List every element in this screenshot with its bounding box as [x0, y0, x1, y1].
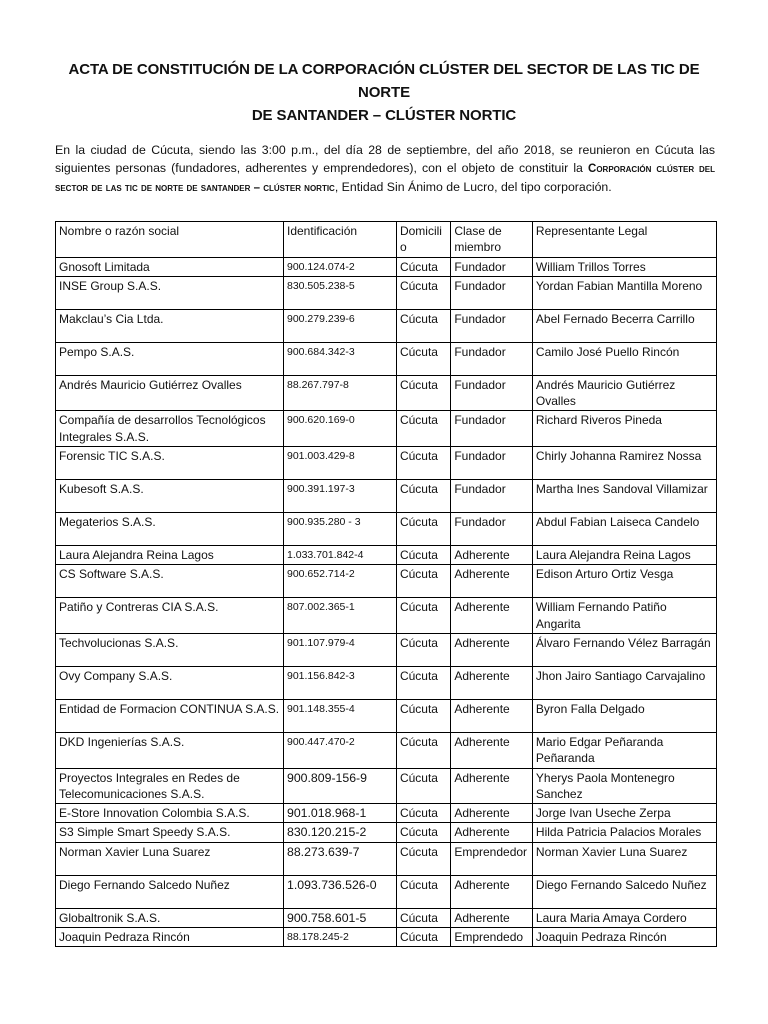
- table-row: [56, 565, 717, 598]
- header-member-class: Clase de miembro: [451, 222, 533, 258]
- member-class-cell: Adherente: [451, 666, 533, 699]
- table-row: [56, 633, 717, 666]
- identification-cell: 901.148.355-4: [284, 699, 397, 732]
- domicile-cell: Cúcuta: [396, 804, 450, 823]
- member-class-cell: Adherente: [451, 768, 533, 804]
- legal-representative-cell: Jorge Ivan Useche Zerpa: [532, 804, 716, 823]
- domicile-cell: Cúcuta: [396, 666, 450, 699]
- legal-representative-cell: Yherys Paola Montenegro Sanchez: [532, 768, 716, 804]
- member-name-cell: Forensic TIC S.A.S.: [56, 447, 284, 480]
- domicile-cell: Cúcuta: [396, 447, 450, 480]
- member-name-cell: Joaquin Pedraza Rincón: [56, 928, 284, 947]
- legal-representative-cell: Camilo José Puello Rincón: [532, 342, 716, 375]
- table-header-row: [56, 222, 717, 258]
- domicile-cell: Cúcuta: [396, 342, 450, 375]
- title-line-1: ACTA DE CONSTITUCIÓN DE LA CORPORACIÓN CLÚSTER DEL SECTOR DE LAS TIC DE NORTE: [68, 61, 700, 101]
- table-row: [56, 768, 717, 804]
- table-row: [56, 842, 717, 875]
- member-name-cell: Pempo S.A.S.: [56, 342, 284, 375]
- table-body: [56, 257, 717, 947]
- identification-cell: 900.279.239-6: [284, 309, 397, 342]
- member-name-cell: Kubesoft S.A.S.: [56, 480, 284, 513]
- member-class-cell: Adherente: [451, 875, 533, 908]
- identification-cell: 900.447.470-2: [284, 732, 397, 768]
- legal-representative-cell: Richard Riveros Pineda: [532, 411, 716, 447]
- domicile-cell: Cúcuta: [396, 309, 450, 342]
- member-class-cell: Emprendedor: [451, 842, 533, 875]
- domicile-cell: Cúcuta: [396, 732, 450, 768]
- domicile-cell: Cúcuta: [396, 411, 450, 447]
- member-name-cell: Makclau’s Cia Ltda.: [56, 309, 284, 342]
- member-name-cell: Techvolucionas S.A.S.: [56, 633, 284, 666]
- member-class-cell: Fundador: [451, 342, 533, 375]
- legal-representative-cell: William Fernando Patiño Angarita: [532, 598, 716, 634]
- member-name-cell: Megaterios S.A.S.: [56, 513, 284, 546]
- intro-tail: , Entidad Sin Ánimo de Lucro, del tipo corporación.: [334, 180, 612, 194]
- document-title: [50, 58, 718, 127]
- member-name-cell: E-Store Innovation Colombia S.A.S.: [56, 804, 284, 823]
- table-row: [56, 513, 717, 546]
- member-class-cell: Adherente: [451, 565, 533, 598]
- legal-representative-cell: Diego Fernando Salcedo Nuñez: [532, 875, 716, 908]
- table-row: [56, 276, 717, 309]
- member-name-cell: Patiño y Contreras CIA S.A.S.: [56, 598, 284, 634]
- legal-representative-cell: Abel Fernado Becerra Carrillo: [532, 309, 716, 342]
- member-name-cell: Diego Fernando Salcedo Nuñez: [56, 875, 284, 908]
- domicile-cell: Cúcuta: [396, 276, 450, 309]
- identification-cell: 1.033.701.842-4: [284, 546, 397, 565]
- identification-cell: 901.156.842-3: [284, 666, 397, 699]
- table-row: [56, 875, 717, 908]
- member-name-cell: CS Software S.A.S.: [56, 565, 284, 598]
- identification-cell: 807.002.365-1: [284, 598, 397, 634]
- member-class-cell: Fundador: [451, 411, 533, 447]
- domicile-cell: Cúcuta: [396, 928, 450, 947]
- member-class-cell: Fundador: [451, 513, 533, 546]
- domicile-cell: Cúcuta: [396, 513, 450, 546]
- domicile-cell: Cúcuta: [396, 699, 450, 732]
- member-name-cell: Ovy Company S.A.S.: [56, 666, 284, 699]
- legal-representative-cell: Chirly Johanna Ramirez Nossa: [532, 447, 716, 480]
- identification-cell: 1.093.736.526-0: [284, 875, 397, 908]
- header-domicile: Domicilio: [396, 222, 450, 258]
- table-row: [56, 309, 717, 342]
- member-class-cell: Adherente: [451, 598, 533, 634]
- table-row: [56, 342, 717, 375]
- table-row: [56, 480, 717, 513]
- member-class-cell: Adherente: [451, 823, 533, 842]
- table-row: [56, 823, 717, 842]
- identification-cell: 900.684.342-3: [284, 342, 397, 375]
- identification-cell: 830.505.238-5: [284, 276, 397, 309]
- member-class-cell: Adherente: [451, 804, 533, 823]
- members-table: [55, 221, 717, 947]
- member-class-cell: Fundador: [451, 257, 533, 276]
- member-class-cell: Fundador: [451, 309, 533, 342]
- identification-cell: 901.107.979-4: [284, 633, 397, 666]
- table-row: [56, 598, 717, 634]
- member-name-cell: INSE Group S.A.S.: [56, 276, 284, 309]
- legal-representative-cell: Mario Edgar Peñaranda Peñaranda: [532, 732, 716, 768]
- identification-cell: 900.620.169-0: [284, 411, 397, 447]
- table-row: [56, 928, 717, 947]
- member-name-cell: Globaltronik S.A.S.: [56, 908, 284, 927]
- table-row: [56, 908, 717, 927]
- identification-cell: 88.267.797-8: [284, 375, 397, 411]
- intro-text: En la ciudad de Cúcuta, siendo las 3:00 p.m., del día 28 de septiembre, del año 2018, se reunieron en Cúcuta las siguientes personas (fundadores, adherentes y emprendedores), con el objeto de constituir la: [55, 143, 715, 175]
- legal-representative-cell: Álvaro Fernando Vélez Barragán: [532, 633, 716, 666]
- identification-cell: 830.120.215-2: [284, 823, 397, 842]
- identification-cell: 900.124.074-2: [284, 257, 397, 276]
- identification-cell: 900.758.601-5: [284, 908, 397, 927]
- identification-cell: 88.178.245-2: [284, 928, 397, 947]
- member-name-cell: Andrés Mauricio Gutiérrez Ovalles: [56, 375, 284, 411]
- member-name-cell: Laura Alejandra Reina Lagos: [56, 546, 284, 565]
- legal-representative-cell: Martha Ines Sandoval Villamizar: [532, 480, 716, 513]
- member-class-cell: Adherente: [451, 633, 533, 666]
- intro-paragraph: [55, 141, 715, 197]
- legal-representative-cell: Laura Maria Amaya Cordero: [532, 908, 716, 927]
- domicile-cell: Cúcuta: [396, 480, 450, 513]
- table-row: [56, 447, 717, 480]
- table-row: [56, 375, 717, 411]
- member-name-cell: DKD Ingenierías S.A.S.: [56, 732, 284, 768]
- legal-representative-cell: William Trillos Torres: [532, 257, 716, 276]
- member-name-cell: S3 Simple Smart Speedy S.A.S.: [56, 823, 284, 842]
- header-legal-representative: Representante Legal: [532, 222, 716, 258]
- table-row: [56, 666, 717, 699]
- member-name-cell: Norman Xavier Luna Suarez: [56, 842, 284, 875]
- member-class-cell: Adherente: [451, 732, 533, 768]
- intro-organization-name: Corporación clúster del sector de las tic de norte de santander – clúster nortic: [55, 163, 715, 194]
- member-name-cell: Proyectos Integrales en Redes de Telecomunicaciones S.A.S.: [56, 768, 284, 804]
- member-class-cell: Fundador: [451, 480, 533, 513]
- table-row: [56, 804, 717, 823]
- domicile-cell: Cúcuta: [396, 257, 450, 276]
- table-row: [56, 546, 717, 565]
- member-name-cell: Gnosoft Limitada: [56, 257, 284, 276]
- domicile-cell: Cúcuta: [396, 768, 450, 804]
- identification-cell: 901.018.968-1: [284, 804, 397, 823]
- table-row: [56, 411, 717, 447]
- legal-representative-cell: Byron Falla Delgado: [532, 699, 716, 732]
- member-name-cell: Compañía de desarrollos Tecnológicos Integrales S.A.S.: [56, 411, 284, 447]
- member-class-cell: Emprendedo: [451, 928, 533, 947]
- identification-cell: 900.809-156-9: [284, 768, 397, 804]
- member-class-cell: Adherente: [451, 546, 533, 565]
- legal-representative-cell: Laura Alejandra Reina Lagos: [532, 546, 716, 565]
- table-row: [56, 732, 717, 768]
- domicile-cell: Cúcuta: [396, 598, 450, 634]
- member-name-cell: Entidad de Formacion CONTINUA S.A.S.: [56, 699, 284, 732]
- legal-representative-cell: Joaquin Pedraza Rincón: [532, 928, 716, 947]
- legal-representative-cell: Hilda Patricia Palacios Morales: [532, 823, 716, 842]
- identification-cell: 900.935.280 - 3: [284, 513, 397, 546]
- identification-cell: 901.003.429-8: [284, 447, 397, 480]
- legal-representative-cell: Yordan Fabian Mantilla Moreno: [532, 276, 716, 309]
- legal-representative-cell: Jhon Jairo Santiago Carvajalino: [532, 666, 716, 699]
- table-row: [56, 699, 717, 732]
- domicile-cell: Cúcuta: [396, 842, 450, 875]
- legal-representative-cell: Edison Arturo Ortiz Vesga: [532, 565, 716, 598]
- domicile-cell: Cúcuta: [396, 375, 450, 411]
- domicile-cell: Cúcuta: [396, 546, 450, 565]
- member-class-cell: Fundador: [451, 276, 533, 309]
- identification-cell: 900.652.714-2: [284, 565, 397, 598]
- domicile-cell: Cúcuta: [396, 908, 450, 927]
- identification-cell: 88.273.639-7: [284, 842, 397, 875]
- header-identification: Identificación: [284, 222, 397, 258]
- title-line-2: DE SANTANDER – CLÚSTER NORTIC: [251, 107, 517, 124]
- member-class-cell: Adherente: [451, 908, 533, 927]
- identification-cell: 900.391.197-3: [284, 480, 397, 513]
- member-class-cell: Fundador: [451, 375, 533, 411]
- header-name: Nombre o razón social: [56, 222, 284, 258]
- domicile-cell: Cúcuta: [396, 565, 450, 598]
- domicile-cell: Cúcuta: [396, 823, 450, 842]
- legal-representative-cell: Andrés Mauricio Gutiérrez Ovalles: [532, 375, 716, 411]
- legal-representative-cell: Abdul Fabian Laiseca Candelo: [532, 513, 716, 546]
- domicile-cell: Cúcuta: [396, 875, 450, 908]
- table-row: [56, 257, 717, 276]
- domicile-cell: Cúcuta: [396, 633, 450, 666]
- member-class-cell: Adherente: [451, 699, 533, 732]
- legal-representative-cell: Norman Xavier Luna Suarez: [532, 842, 716, 875]
- member-class-cell: Fundador: [451, 447, 533, 480]
